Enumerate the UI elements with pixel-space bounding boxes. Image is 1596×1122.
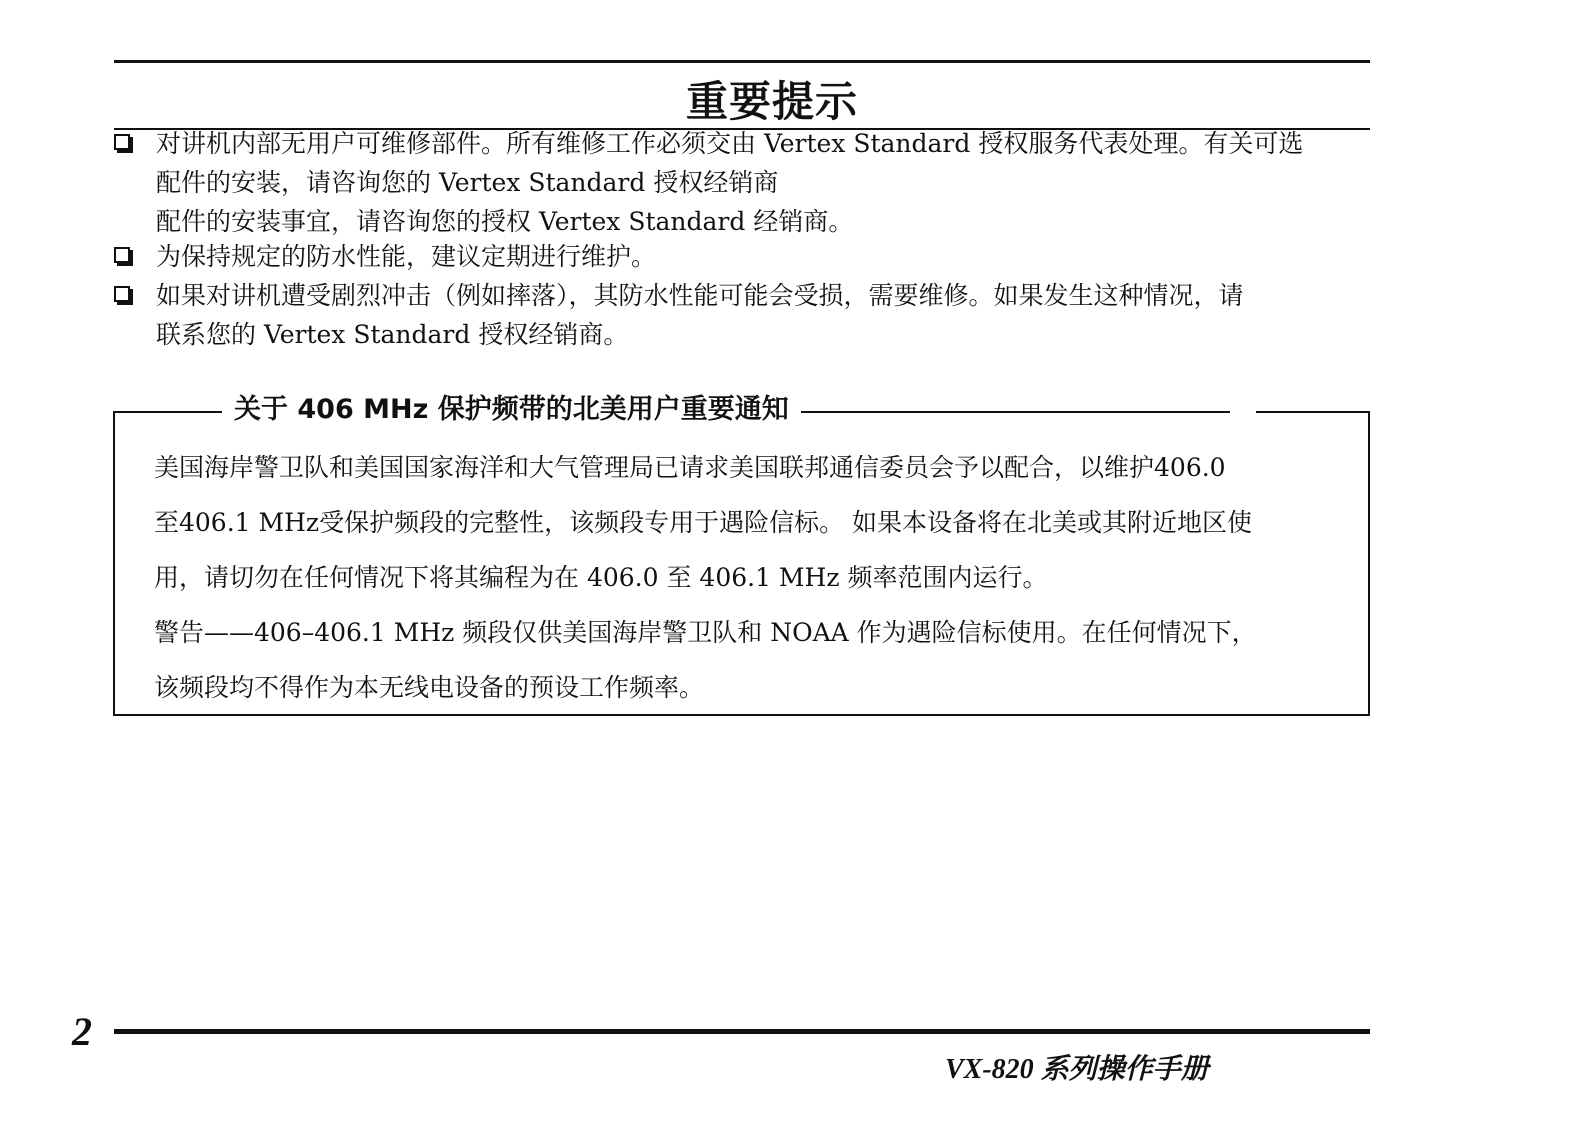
bottom-rule	[114, 1029, 1370, 1034]
notice-body	[154, 440, 1354, 715]
bullet-line: 如果对讲机遭受剧烈冲击（例如摔落），其防水性能可能会受损，需要维修。如果发生这种情况，请	[156, 281, 1244, 310]
notice-box-gap	[1230, 405, 1256, 417]
page-number: 2	[72, 1009, 92, 1054]
top-rule	[114, 60, 1370, 63]
bullet-list	[114, 124, 1370, 354]
notice-line: 至406.1 MHz受保护频段的完整性，该频段专用于遇险信标。 如果本设备将在北美或其附近地区使	[154, 508, 1253, 537]
bullet-line: 配件的安装事宜，请咨询您的授权 Vertex Standard 经销商。	[156, 207, 854, 236]
bullet-line: 对讲机内部无用户可维修部件。所有维修工作必须交由 Vertex Standard 授权服务代表处理。有关可选	[156, 129, 1304, 158]
notice-line: 警告——406–406.1 MHz 频段仅供美国海岸警卫队和 NOAA 作为遇险信标使用。在任何情况下，	[154, 618, 1257, 647]
checkbox-bullet-icon	[114, 134, 130, 150]
bullet-item	[114, 276, 1370, 354]
checkbox-bullet-icon	[114, 286, 130, 302]
bullet-line: 配件的安装，请咨询您的 Vertex Standard 授权经销商	[156, 168, 779, 197]
bullet-line: 联系您的 Vertex Standard 授权经销商。	[156, 320, 629, 349]
checkbox-bullet-icon	[114, 247, 130, 263]
title-area	[114, 76, 1370, 128]
notice-line: 用，请切勿在任何情况下将其编程为在 406.0 至 406.1 MHz 频率范围内运行。	[154, 563, 1048, 592]
bullet-line: 为保持规定的防水性能，建议定期进行维护。	[156, 242, 657, 271]
bullet-item	[114, 124, 1370, 241]
notice-line: 美国海岸警卫队和美国国家海洋和大气管理局已请求美国联邦通信委员会予以配合，以维护406.0	[154, 453, 1226, 482]
page-title: 重要提示	[685, 77, 858, 126]
bullet-item	[114, 237, 1370, 276]
notice-line: 该频段均不得作为本无线电设备的预设工作频率。	[154, 673, 705, 702]
notice-heading: 关于 406 MHz 保护频带的北美用户重要通知	[222, 390, 801, 430]
manual-footer-title: VX-820 系列操作手册	[945, 1054, 1209, 1085]
